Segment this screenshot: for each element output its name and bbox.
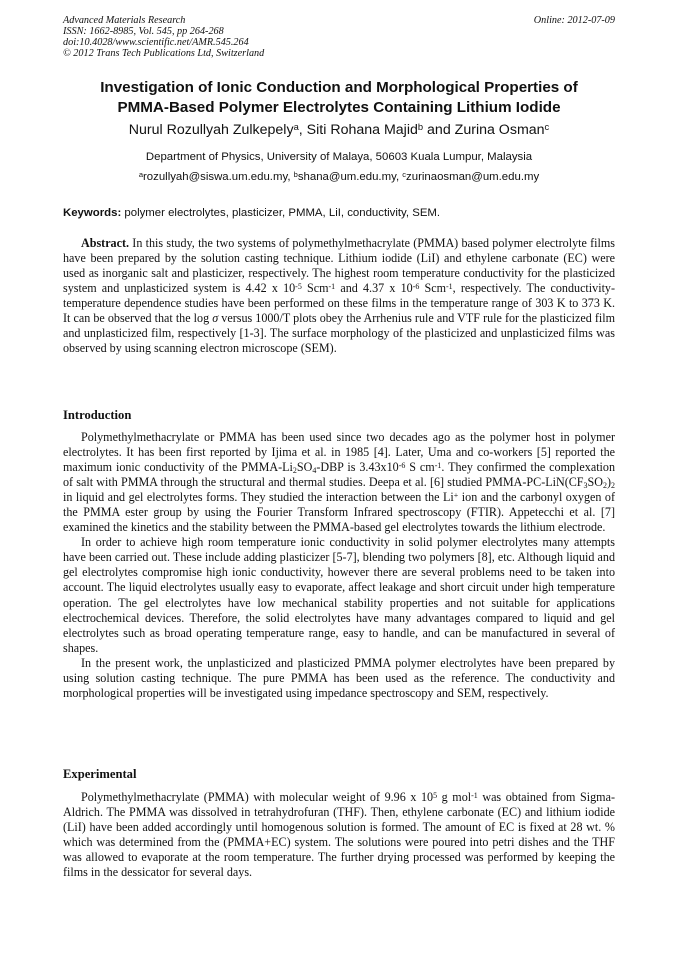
- experimental-body: [63, 790, 615, 880]
- keywords: [63, 206, 623, 220]
- email-mark: c: [402, 170, 407, 179]
- journal-issn: ISSN: 1662-8985, Vol. 545, pp 264-268: [63, 26, 224, 37]
- title-line: PMMA-Based Polymer Electrolytes Containing Lithium Iodide: [117, 99, 561, 116]
- abstract-label: Abstract.: [81, 236, 130, 250]
- paragraph: Polymethylmethacrylate or PMMA has been used since two decades ago as the polymer host in polymer electrolytes. It has been first reported by Ijima et al. in 1985 [4]. Later, Uma and co-workers [5] reported the maximum ionic conductivity of the PMMA-$Li_2SO_4$-DBP is $3.43x10^{-6}$ S $cm^{-1}$. They confirmed the complexation of salt with PMMA through the structural and thermal studies. Deepa et al. [6] studied PMMA-$PC-LiN(CF_3SO_2)_2$ in liquid and gel electrolytes forms. They studied the interaction between the Li+ ion and the carbonyl oxygen of the PMMA ester group by using the Fourier Transform Infrared spectroscopy (FTIR). Appetecchi et al. [7] examined the kinetics and the stability between the PMMA-based gel electrolytes towards the lithium electrode.: [63, 430, 616, 535]
- journal-header: [63, 15, 615, 59]
- paragraph: In order to achieve high room temperature ionic conductivity in solid polymer electrolytes many attempts have been carried out. These include adding plasticizer [5-7], blending two polymers [8], etc. Although liquid and gel electrolytes compromise high ionic conductivity, however there are several problems need to be taken into account. The liquid electrolytes usually easy to evaporate, affect leakage and short circuit under high temperature operation. The gel electrolytes have low mechanical stability properties and not suitable for applications electrochemical devices. Therefore, the solid electrolytes have many advantages compared to liquid and gel electrolytes such as broad operating temperature range, easy to handle, and can be manufactured in several of shapes.: [63, 535, 615, 655]
- author-name: Siti Rohana Majid: [306, 122, 418, 138]
- author-name: Zurina Osman: [454, 122, 545, 138]
- author-name: Nurul Rozullyah Zulkepely: [128, 122, 294, 138]
- paragraph: In the present work, the unplasticized and plasticized PMMA polymer electrolytes have been prepared by using solution casting technique. The pure PMMA has been used as the reference. The conductivity and morphological properties will be investigated using impedance spectroscopy and SEM, respectively.: [63, 655, 615, 700]
- affiliation: Department of Physics, University of Malaya, 50603 Kuala Lumpur, Malaysia: [145, 151, 533, 163]
- title-line: Investigation of Ionic Conduction and Morphological Properties of: [100, 79, 578, 96]
- author-affiliation-mark: c: [544, 122, 550, 133]
- journal-name: Advanced Materials Research: [63, 15, 186, 26]
- keywords-text: polymer electrolytes, plasticizer, PMMA, LiI, conductivity, SEM.: [124, 207, 441, 219]
- abstract: [63, 236, 615, 356]
- section-heading-experimental: Experimental: [63, 767, 137, 781]
- keywords-label: Keywords:: [63, 207, 122, 219]
- journal-doi: doi:10.4028/www.scientific.net/AMR.545.264: [63, 37, 249, 48]
- paragraph: Polymethylmethacrylate (PMMA) with molecular weight of 9.96 x $10^5$ g mol$^{-1}$ was obtained from Sigma-Aldrich. The PMMA was dissolved in tetrahydrofuran (THF). Then, ethylene carbonate (EC) and lithium iodide (LiI) have been added accordingly until homogenous solution is formed. The amount of EC is fixed at 28 wt. % which was determined from the (PMMA+EC) system. The solutions were poured into petri dishes and the THF was allowed to evaporate at the room temperature. The further drying processed was performed by keeping the films in the dessicator for several days.: [63, 790, 615, 880]
- abstract-text: In this study, the two systems of polymethylmethacrylate (PMMA) based polymer electrolyte films have been prepared by the solution casting technique. Lithium iodide (LiI) and ethylene carbonate (EC) were used as inorganic salt and plasticizer, respectively. The highest room temperature conductivity for the plasticized system and unplasticized system is 4.42 x $10^{-5}$ Scm$^{-1}$ and 4.37 x $10^{-6}$ Scm$^{-1}$, respectively. The conductivity-temperature dependence studies have been performed on these films in the temperature range of 303 K to 373 K. It can be observed that the log σ versus 1000/T plots obey the Arrhenius rule and VTF rule for the plasticized film and unplasticized film, respectively [1-3]. The surface morphology of the plasticized and unplasticized films was observed by using scanning electron microscope (SEM).: [63, 236, 615, 356]
- author-emails: $^a$rozullyah@siswa.um.edu.my, $^b$shana@um.edu.my, $^c$zurinaosman@um.edu.my: [138, 170, 540, 183]
- paper-title: [40, 78, 638, 118]
- email-address[interactable]: rozullyah@siswa.um.edu.my: [143, 171, 288, 183]
- introduction-body: [63, 430, 615, 701]
- online-date: Online: 2012-07-09: [533, 15, 615, 26]
- author-list: Nurul Rozullyah Zulkepely$^a$, Siti Rohana Majid$^b$ and Zurina Osman$^c$: [128, 122, 550, 138]
- email-address[interactable]: shana@um.edu.my: [297, 171, 396, 183]
- email-address[interactable]: zurinaosman@um.edu.my: [406, 171, 540, 183]
- journal-copyright: © 2012 Trans Tech Publications Ltd, Switzerland: [63, 48, 265, 59]
- section-heading-introduction: Introduction: [63, 408, 132, 422]
- author-affiliation-mark: a: [293, 122, 299, 133]
- author-affiliation-mark: b: [417, 122, 424, 133]
- email-mark: a: [138, 170, 144, 179]
- email-mark: b: [293, 170, 298, 179]
